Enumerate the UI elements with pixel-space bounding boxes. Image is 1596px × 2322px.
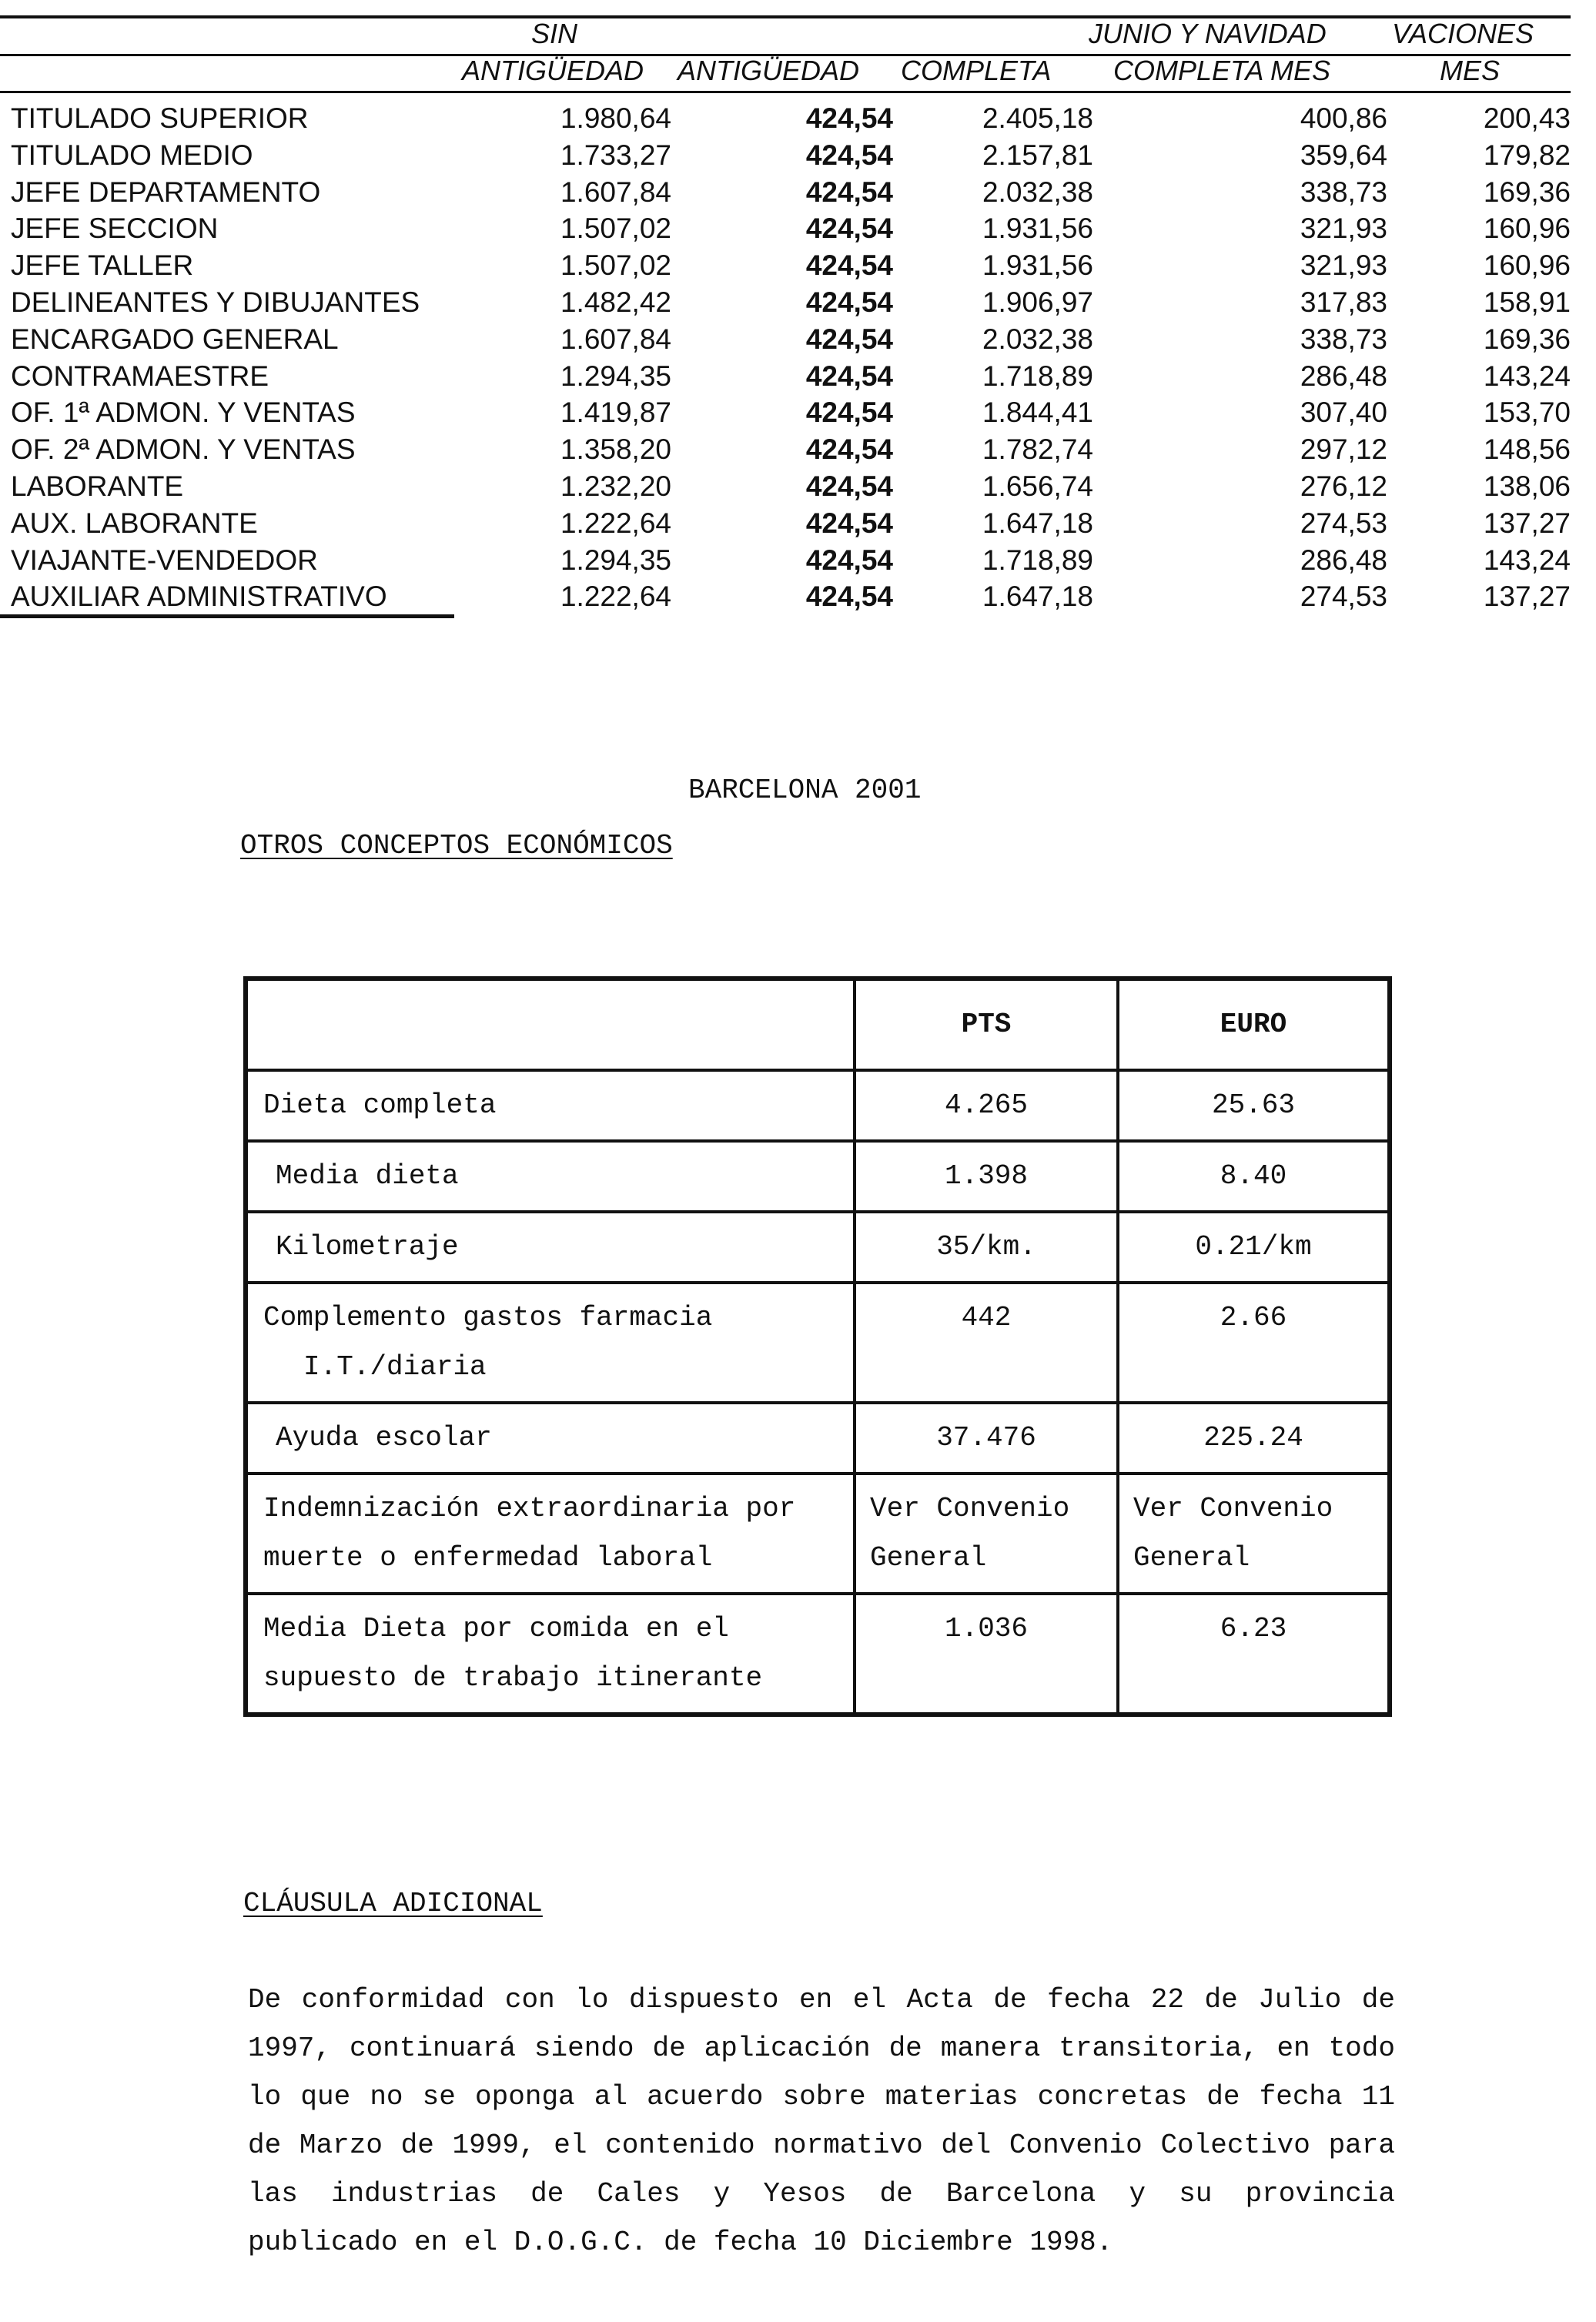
value-junio-navidad: 274,53 [1300, 507, 1387, 539]
value-antiguedad: 424,54 [805, 212, 893, 245]
clause-paragraph: De conformidad con lo dispuesto en el Acta de fecha 22 de Julio de 1997, continuará siendo de aplicación de manera transitoria, en todo lo que no se oponga al acuerdo sobre materias concretas de fecha 11 de Marzo de 1999, el contenido normativo del Convenio Colectivo para las industrias de Cales y Yesos de Barcelona y su provincia publicado en el D.O.G.C. de fecha 10 Diciembre 1998. [248, 1984, 1395, 2258]
value-completa: 1.647,18 [982, 507, 1093, 539]
category-label: VIAJANTE-VENDEDOR [11, 544, 318, 576]
row-label: Media dieta [246, 1141, 855, 1212]
row-euro: Ver Convenio General [1118, 1474, 1390, 1594]
category-label: TITULADO SUPERIOR [11, 102, 309, 134]
row-label: Ayuda escolar [246, 1403, 855, 1474]
otros-conceptos-table [243, 976, 1392, 1717]
header-bottom-rule [0, 91, 1571, 93]
value-vaciones: 153,70 [1483, 396, 1571, 429]
value-junio-navidad: 400,86 [1300, 102, 1387, 134]
value-junio-navidad: 297,12 [1300, 433, 1387, 466]
table-row [0, 100, 1571, 136]
table-row [0, 505, 1571, 541]
value-junio-navidad: 307,40 [1300, 396, 1387, 429]
row-pts: 4.265 [855, 1070, 1118, 1141]
table-row [0, 542, 1571, 578]
category-label: JEFE SECCION [11, 212, 219, 245]
value-antiguedad: 424,54 [805, 249, 893, 282]
category-label: JEFE DEPARTAMENTO [11, 176, 321, 208]
value-antiguedad: 424,54 [805, 396, 893, 429]
value-junio-navidad: 359,64 [1300, 139, 1387, 171]
city-year-title: BARCELONA 2001 [688, 775, 922, 806]
value-junio-navidad: 317,83 [1300, 286, 1387, 318]
value-vaciones: 160,96 [1483, 249, 1571, 282]
row-label: Indemnización extraordinaria por muerte o enfermedad laboral [246, 1474, 855, 1594]
row-euro: 6.23 [1118, 1594, 1390, 1715]
value-completa: 2.032,38 [982, 176, 1093, 208]
table-row [246, 1141, 1390, 1212]
table-row [246, 1212, 1390, 1283]
value-antiguedad: 424,54 [805, 176, 893, 208]
value-sin-antiguedad: 1.232,20 [560, 470, 671, 502]
value-vaciones: 169,36 [1483, 176, 1571, 208]
value-antiguedad: 424,54 [805, 580, 893, 613]
value-completa: 1.718,89 [982, 360, 1093, 392]
table-row [0, 284, 1571, 320]
value-antiguedad: 424,54 [805, 507, 893, 539]
value-junio-navidad: 276,12 [1300, 470, 1387, 502]
value-junio-navidad: 321,93 [1300, 249, 1387, 282]
table-row [246, 1283, 1390, 1403]
header-sin: SIN [531, 18, 578, 49]
value-sin-antiguedad: 1.222,64 [560, 580, 671, 613]
table-row [246, 1474, 1390, 1594]
value-completa: 2.405,18 [982, 102, 1093, 134]
value-sin-antiguedad: 1.222,64 [560, 507, 671, 539]
header-pts: PTS [855, 979, 1118, 1070]
value-antiguedad: 424,54 [805, 544, 893, 576]
value-completa: 1.718,89 [982, 544, 1093, 576]
row-label: Complemento gastos farmacia [263, 1302, 713, 1333]
value-sin-antiguedad: 1.482,42 [560, 286, 671, 318]
value-antiguedad: 424,54 [805, 139, 893, 171]
category-label: DELINEANTES Y DIBUJANTES [11, 286, 420, 318]
value-completa: 2.157,81 [982, 139, 1093, 171]
table-row [0, 247, 1571, 283]
value-sin-antiguedad: 1.980,64 [560, 102, 671, 134]
value-vaciones: 143,24 [1483, 544, 1571, 576]
value-completa: 1.782,74 [982, 433, 1093, 466]
value-junio-navidad: 286,48 [1300, 360, 1387, 392]
value-vaciones: 179,82 [1483, 139, 1571, 171]
table-bottom-rule [0, 614, 454, 618]
table-row [0, 174, 1571, 210]
value-completa: 1.844,41 [982, 396, 1093, 429]
row-euro: 2.66 [1118, 1283, 1390, 1403]
table-row [246, 1403, 1390, 1474]
category-label: OF. 2ª ADMON. Y VENTAS [11, 433, 356, 466]
row-euro: 8.40 [1118, 1141, 1390, 1212]
value-sin-antiguedad: 1.294,35 [560, 544, 671, 576]
header-junio-navidad: JUNIO Y NAVIDAD [1089, 18, 1327, 49]
header-empty-cell [246, 979, 855, 1070]
row-pts: 1.398 [855, 1141, 1118, 1212]
value-completa: 1.906,97 [982, 286, 1093, 318]
table-row [0, 321, 1571, 357]
header-euro: EURO [1118, 979, 1390, 1070]
value-vaciones: 158,91 [1483, 286, 1571, 318]
value-sin-antiguedad: 1.507,02 [560, 212, 671, 245]
category-label: TITULADO MEDIO [11, 139, 253, 171]
category-label: AUXILIAR ADMINISTRATIVO [11, 580, 387, 613]
category-label: AUX. LABORANTE [11, 507, 258, 539]
row-label-continuation: I.T./diaria [303, 1351, 487, 1383]
value-vaciones: 137,27 [1483, 580, 1571, 613]
header-mes: MES [1440, 55, 1501, 86]
value-vaciones: 148,56 [1483, 433, 1571, 466]
value-antiguedad: 424,54 [805, 286, 893, 318]
table-top-rule [0, 15, 1571, 18]
table-row [0, 468, 1571, 504]
value-junio-navidad: 338,73 [1300, 176, 1387, 208]
table-row [0, 431, 1571, 467]
value-junio-navidad: 286,48 [1300, 544, 1387, 576]
row-euro: 25.63 [1118, 1070, 1390, 1141]
value-junio-navidad: 321,93 [1300, 212, 1387, 245]
value-antiguedad: 424,54 [805, 102, 893, 134]
row-label: Dieta completa [246, 1070, 855, 1141]
table-row [0, 210, 1571, 246]
row-pts: 37.476 [855, 1403, 1118, 1474]
value-sin-antiguedad: 1.294,35 [560, 360, 671, 392]
value-antiguedad: 424,54 [805, 470, 893, 502]
value-completa: 1.931,56 [982, 212, 1093, 245]
header-vaciones: VACIONES [1392, 18, 1534, 49]
category-label: CONTRAMAESTRE [11, 360, 269, 392]
row-pts: 1.036 [855, 1594, 1118, 1715]
category-label: JEFE TALLER [11, 249, 194, 282]
value-vaciones: 169,36 [1483, 323, 1571, 355]
value-vaciones: 200,43 [1483, 102, 1571, 134]
row-euro: 0.21/km [1118, 1212, 1390, 1283]
header-completa: COMPLETA [901, 55, 1052, 86]
value-completa: 1.647,18 [982, 580, 1093, 613]
value-sin-antiguedad: 1.507,02 [560, 249, 671, 282]
table-row [0, 578, 1571, 614]
row-pts: 442 [855, 1283, 1118, 1403]
category-label: OF. 1ª ADMON. Y VENTAS [11, 396, 356, 429]
value-antiguedad: 424,54 [805, 433, 893, 466]
header-antiguedad: ANTIGÜEDAD [678, 55, 860, 86]
value-sin-antiguedad: 1.607,84 [560, 323, 671, 355]
value-vaciones: 143,24 [1483, 360, 1571, 392]
table-row [0, 394, 1571, 430]
header-sin-antiguedad: ANTIGÜEDAD [462, 55, 644, 86]
value-sin-antiguedad: 1.419,87 [560, 396, 671, 429]
value-junio-navidad: 274,53 [1300, 580, 1387, 613]
table-row [246, 1594, 1390, 1715]
header-completa-mes: COMPLETA MES [1113, 55, 1331, 86]
value-sin-antiguedad: 1.358,20 [560, 433, 671, 466]
value-completa: 1.656,74 [982, 470, 1093, 502]
value-completa: 1.931,56 [982, 249, 1093, 282]
table-row [0, 137, 1571, 173]
value-completa: 2.032,38 [982, 323, 1093, 355]
value-vaciones: 160,96 [1483, 212, 1571, 245]
value-antiguedad: 424,54 [805, 360, 893, 392]
row-pts: Ver Convenio General [855, 1474, 1118, 1594]
value-vaciones: 137,27 [1483, 507, 1571, 539]
table-header-row [246, 979, 1390, 1070]
row-label: Kilometraje [246, 1212, 855, 1283]
value-junio-navidad: 338,73 [1300, 323, 1387, 355]
row-label: Media Dieta por comida en el supuesto de trabajo itinerante [246, 1594, 855, 1715]
value-antiguedad: 424,54 [805, 323, 893, 355]
category-label: ENCARGADO GENERAL [11, 323, 339, 355]
category-label: LABORANTE [11, 470, 184, 502]
row-pts: 35/km. [855, 1212, 1118, 1283]
row-label-cell [246, 1283, 855, 1403]
table-row [246, 1070, 1390, 1141]
value-vaciones: 138,06 [1483, 470, 1571, 502]
row-euro: 225.24 [1118, 1403, 1390, 1474]
value-sin-antiguedad: 1.733,27 [560, 139, 671, 171]
section-title: OTROS CONCEPTOS ECONÓMICOS [240, 830, 673, 862]
clause-title: CLÁUSULA ADICIONAL [243, 1888, 543, 1919]
value-sin-antiguedad: 1.607,84 [560, 176, 671, 208]
table-row [0, 358, 1571, 394]
